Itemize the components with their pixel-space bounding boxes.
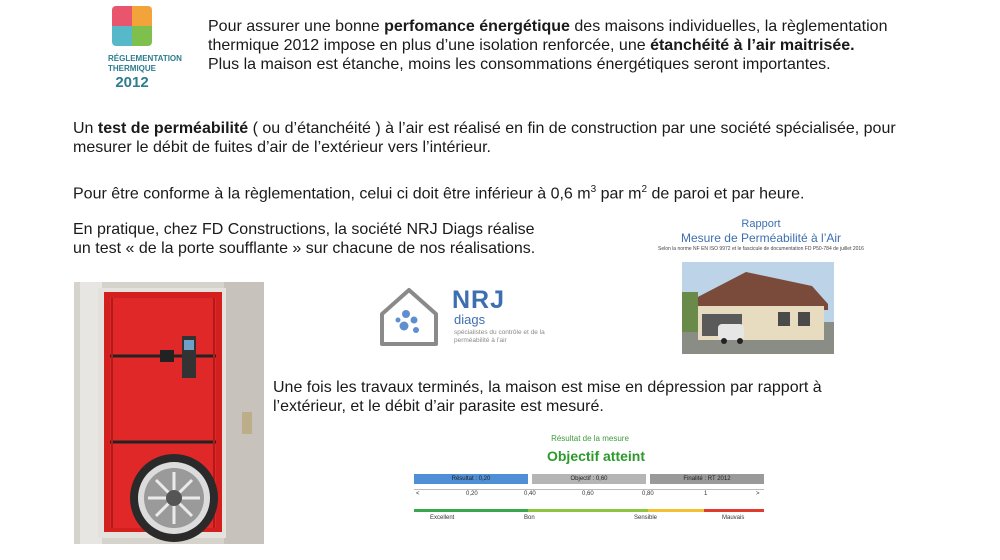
objective-bar: Objectif : 0,60 — [532, 474, 646, 484]
finality-bar: Finalité : RT 2012 — [650, 474, 764, 484]
scale-line — [414, 489, 764, 490]
logo-tile — [132, 26, 152, 46]
intro-paragraph — [208, 17, 948, 74]
zone-sensible — [648, 509, 704, 512]
scale-tick: 0,40 — [524, 491, 536, 497]
norm-sup-1: 3 — [590, 184, 597, 195]
zone-label: Bon — [524, 515, 535, 521]
measure-title: Résultat de la mesure — [551, 434, 629, 443]
scale-tick: 1 — [704, 491, 708, 497]
norm-mid: par m — [596, 185, 642, 203]
logo-tile — [112, 26, 132, 46]
intro-text-3: Plus la maison est étanche, moins les consommations énergétiques seront importantes. — [208, 56, 831, 73]
house-photo — [682, 262, 834, 354]
zone-bon — [528, 509, 648, 512]
test-text-2: ( ou d’étanchéité ) à l’air est réalisé en fin de construction par une société spécialisée, pour mesurer le débit de fuites d’air de l’extérieur vers l’intérieur. — [73, 120, 896, 156]
house-icon — [376, 284, 442, 350]
logo-tile — [112, 6, 132, 26]
zone-label: Mauvais — [722, 515, 745, 521]
result-bar: Résultat : 0,20 — [414, 474, 528, 484]
after-paragraph — [273, 378, 893, 416]
scale-tick: 0,60 — [582, 491, 594, 497]
test-text-1: Un — [73, 120, 98, 137]
scale-tick: 0,20 — [466, 491, 478, 497]
test-bold: test de perméabilité — [97, 120, 249, 137]
after-line-2: l’extérieur, et le débit d’air parasite est mesuré. — [273, 398, 604, 415]
norm-paragraph — [73, 180, 933, 203]
zone-excellent — [414, 509, 528, 512]
nrj-sub: diags — [454, 312, 486, 327]
practice-line-2: un test « de la porte soufflante » sur chacune de nos réalisations. — [73, 240, 536, 257]
blower-door-illustration — [74, 282, 264, 544]
scale-tick: > — [756, 491, 760, 497]
logo-year: 2012 — [115, 74, 149, 91]
measure-result-text: Objectif atteint — [546, 448, 645, 464]
practice-paragraph — [73, 220, 613, 258]
norm-text: Pour être conforme à la règlementation, celui ci doit être inférieur à 0,6 m — [73, 185, 591, 203]
test-paragraph — [73, 119, 933, 157]
logo-line-1: RÉGLEMENTATION — [108, 54, 182, 63]
nrj-tagline: spécialistes du contrôle et de la perméabilité à l’air — [454, 329, 545, 344]
intro-bold-2: étanchéité à l’air maitrisée. — [650, 37, 855, 54]
report-subtitle: Mesure de Perméabilité à l’Air — [680, 231, 842, 245]
rt2012-logo-tiles — [112, 6, 152, 46]
logo-line-2: THERMIQUE — [108, 64, 156, 73]
intro-bold-1: perfomance énergétique — [384, 18, 570, 35]
blower-door-photo — [74, 282, 264, 544]
intro-text-1: Pour assurer une bonne — [208, 18, 385, 35]
report-norm: Selon la norme NF EN ISO 9972 et le fascicule de documentation FD P50-784 de juillet 2016 — [658, 246, 864, 252]
logo-tile — [132, 6, 152, 26]
scale-tick: < — [416, 491, 420, 497]
intro-text-2: des maisons individuelles, la règlementation thermique 2012 impose en plus d’une isolation renforcée, une — [208, 18, 888, 54]
nrj-name: NRJ — [452, 286, 506, 314]
nrj-diags-logo — [376, 282, 556, 352]
norm-sup-2: 2 — [641, 184, 648, 195]
practice-line-1: En pratique, chez FD Constructions, la société NRJ Diags réalise — [73, 221, 535, 238]
zone-mauvais — [704, 509, 764, 512]
zone-label: Sensible — [634, 515, 658, 521]
house-illustration — [682, 262, 834, 354]
report-card — [636, 218, 886, 354]
after-line-1: Une fois les travaux terminés, la maison est mise en dépression par rapport à — [273, 379, 822, 396]
report-title: Rapport — [741, 218, 781, 230]
rt2012-logo — [108, 6, 182, 96]
measure-result — [410, 434, 770, 524]
zone-label: Excellent — [430, 515, 455, 521]
norm-end: de paroi et par heure. — [647, 185, 805, 203]
scale-tick: 0,80 — [642, 491, 654, 497]
